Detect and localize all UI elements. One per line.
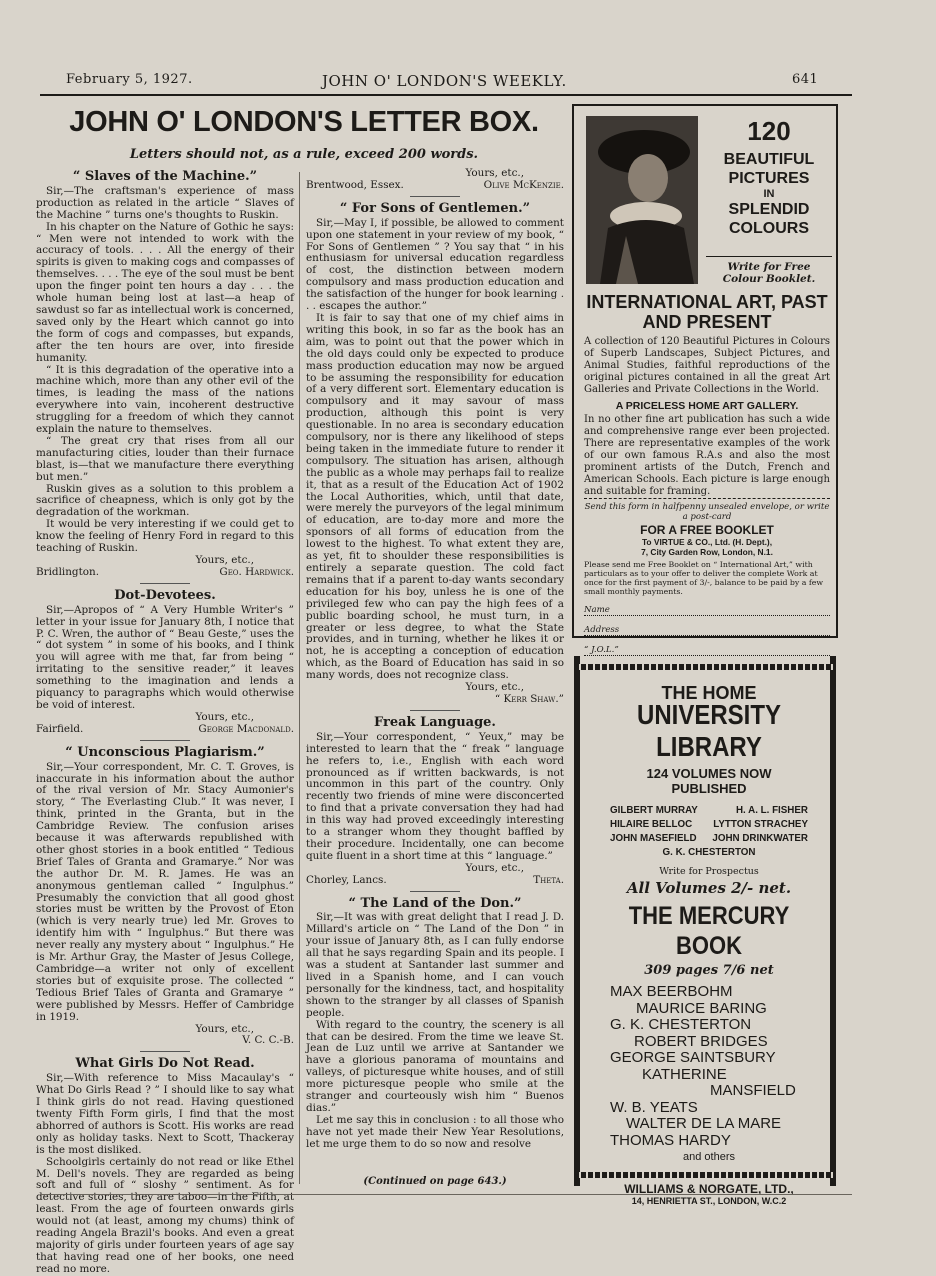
international-art-heading: INTERNATIONAL ART, PAST AND PRESENT: [586, 292, 828, 332]
advert-line: BEAUTIFUL: [723, 151, 815, 168]
page-title: JOHN O' LONDON'S LETTER BOX.: [69, 106, 539, 138]
advert-paragraph: A collection of 120 Beautiful Pictures in Colours of Superb Landscapes, Subject Pictures, and Animal Studies, faithful reproductions of the original pictures contained in all the great Art Galleries and Private Collections in the World.: [584, 336, 830, 395]
author-name: GILBERT MURRAY: [610, 805, 698, 816]
letter-paragraph: Sir,—It was with great delight that I read J. D. Millard's article on “ The Land of the Don ” in your issue of January 8th, as I can fully endorse all that he says regarding Spain and its people. I was a student at Santander last summer and lived in a Spanish home, and I can vouch personally for the kindness, tact, and hospitality shown to the stranger by all classes of Spanish people.: [306, 911, 564, 1019]
letter-heading: What Girls Do Not Read.: [75, 1056, 255, 1072]
contributor-name: MAURICE BARING: [636, 999, 767, 1017]
footer-rule: [40, 1194, 852, 1195]
letters-column-1: [36, 168, 294, 1276]
library-advert-content: [610, 684, 808, 1206]
write-booklet-note: Write for Free Colour Booklet.: [706, 256, 832, 285]
letter-closing: Yours, etc.,: [195, 1022, 254, 1035]
advert-line: SPLENDID: [728, 201, 810, 218]
letter-place: Bridlington.: [36, 565, 99, 578]
advert-paragraph: In no other fine art publication has such a wide and comprehensive range ever been projected. There are representative examples of the work of our own famous R.A.s and also the most prominent artists of the Dutch, French and American Schools. Each picture is large enough and suitable for framing.: [584, 414, 830, 497]
letter-paragraph: With regard to the country, the scenery is all that can be desired. From the time we leave St. Jean de Luz until we arrive at Santander we have a glorious panorama of mountains and valleys, of picturesque white houses, and of still more picturesque people who smile at the stranger and courteously wish him “ Buenos dias.”: [306, 1018, 564, 1114]
form-instructions: Send this form in halfpenny unsealed envelope, or write a post-card: [584, 502, 830, 522]
letter-author: V. C. C.-B.: [242, 1034, 294, 1047]
library-authors: [610, 804, 808, 860]
letter-heading: “ Slaves of the Machine.”: [72, 169, 258, 184]
letter-author: Olive McKenzie.: [483, 178, 564, 191]
letter-heading: “ The Land of the Don.”: [348, 895, 522, 911]
letter-paragraph: Ruskin gives as a solution to this problem a sacrifice of cheapness, which is only got by the degradation of the workman.: [36, 482, 294, 519]
form-request-text: Please send me Free Booklet on “ International Art,” with particulars as to your offer to deliver the complete Work at once for the first payment of 3/-, balance to be paid by a few small monthly payments.: [584, 560, 824, 596]
prospectus-note: Write for Prospectus: [659, 866, 759, 877]
publication-name: JOHN O' LONDON'S WEEKLY.: [322, 72, 567, 90]
the-home-heading: THE HOME: [661, 683, 757, 703]
author-name: H. A. L. FISHER: [735, 805, 808, 816]
continued-note: (Continued on page 643.): [363, 1176, 507, 1187]
letter-place: Fairfield.: [36, 722, 84, 735]
contributor-name: GEORGE SAINTSBURY: [610, 1049, 776, 1066]
author-name: JOHN MASEFIELD: [610, 833, 697, 844]
letter-paragraph: Let me say this in conclusion : to all those who have not yet made their New Year Resolutions, let me urge them to do so now and resolve: [306, 1113, 564, 1150]
name-field[interactable]: Name: [584, 605, 830, 616]
letter-paragraph: Sir,—May I, if possible, be allowed to comment upon one statement in your review of my book, “ For Sons of Gentlemen ” ? You say that “ in his enthusiasm for universal education regardless of cost, the distinction between modern compulsory and mass production education and the satisfaction of the hunger for book learning . . . escapes the author.”: [306, 216, 564, 313]
letter-heading: “ Unconscious Plagiarism.”: [65, 744, 265, 760]
letter-paragraph: Sir,—With reference to Miss Macaulay's “ What Do Girls Read ? ” I should like to say what I think girls do not read. Having questioned twenty Fifth Form girls, I find that the most abhorred of authors is Scott. His works are read only as holiday tasks. Next to Scott, Thackeray is the most disliked.: [36, 1072, 294, 1156]
letter-heading: Dot-Devotees.: [114, 587, 216, 603]
advert-line: COLOURS: [729, 220, 809, 237]
university-library-heading: UNIVERSITY LIBRARY: [636, 699, 782, 764]
letter-closing: Yours, etc.,: [465, 861, 524, 874]
author-name: LYTTON STRACHEY: [713, 819, 808, 830]
column-divider: [299, 172, 300, 1184]
letter-signature: [36, 567, 294, 579]
letters-column-2: [306, 168, 564, 1151]
letter-place: Brentwood, Essex.: [306, 178, 404, 191]
letter-divider: [410, 710, 460, 711]
advert-headline-block: [706, 150, 832, 238]
mercury-contributors: [610, 984, 808, 1149]
priceless-heading: A PRICELESS HOME ART GALLERY.: [615, 400, 799, 412]
contributor-name: THOMAS HARDY: [610, 1131, 731, 1149]
issue-date: February 5, 1927.: [66, 72, 193, 87]
mercury-book-heading: THE MERCURY BOOK: [628, 901, 790, 960]
letter-paragraph: “ The great cry that rises from all our manufacturing cities, louder than their furnace blast, is—that we manufacture there everything but men.”: [36, 434, 294, 483]
advert-description: [584, 336, 830, 498]
advert-line: PICTURES: [728, 170, 810, 187]
booklet-order-form: [584, 498, 830, 656]
letter-paragraph: Sir,—The craftsman's experience of mass production as related in the article “ Slaves of the Machine ” turns one's thoughts to Ruskin.: [36, 184, 294, 221]
letter-paragraph: It is fair to say that one of my chief aims in writing this book, in so far as the book has an aim, was to point out that the power which in the old days could only be expected to produce mass production education may now be argued to be assuming the responsibility for education of a very different sort. Elementary education is compulsory and it may savour of mass production, although this point is very questionable. In no area is secondary education compulsory, nor is there any likelihood of steps being taken in the immediate future to render it compulsory. The situation has arisen, although the public as a whole may perhaps fail to realize it, that as a result of the Education Act of 1902 the Local Authorities, which, until that date, were merely the purveyors of the legal minimum of education, are to-day more and more the sponsors of all forms of education from the lowest to the highest. To what extent they are, as yet, fit to shoulder these responsibilities is entirely a separate question. The cold fact remains that if a parent to-day wants secondary education for his boy, unless he is one of the privileged few who can pay the high fees of a public boarding school, he must turn, in a greater or less degree, to what the State provides, and in turning, whether he likes it or not, he is accepting a conception of education which, as the Board of Education has said in so many words, does not recognize class.: [306, 311, 564, 682]
publisher-name: WILLIAMS & NORGATE, LTD.,: [610, 1173, 808, 1196]
letter-closing: Yours, etc.,: [195, 710, 254, 723]
letter-heading: “ For Sons of Gentlemen.”: [339, 200, 531, 216]
letter-divider: [140, 583, 190, 584]
letter-signature: [36, 724, 294, 736]
art-pictures-advert: [572, 104, 838, 655]
letter-author: George Macdonald.: [198, 722, 294, 735]
publisher-name: To VIRTUE & CO., Ltd. (H. Dept.),: [641, 537, 773, 547]
letter-closing: Yours, etc.,: [465, 681, 524, 694]
and-others: and others: [683, 1151, 735, 1163]
mercury-book-price: 309 pages 7/6 net: [644, 963, 774, 978]
letter-author: Geo. Hardwick.: [219, 565, 294, 578]
letter-paragraph: Schoolgirls certainly do not read or like Ethel M. Dell's novels. They are regarded as being soft and full of “ sloshy ” sentiment. As for detective stories, they are taboo—in the Fifth, at least. From the age of fourteen onwards girls would not (at least, among my chums) think of reading Angela Brazil's books. And even a great majority of girls under fourteen years of age say that having read one of her books, one need read no more.: [36, 1155, 294, 1275]
letter-author: Theta.: [533, 873, 564, 886]
contributor-name: ROBERT BRIDGES: [634, 1032, 768, 1050]
letter-divider: [140, 740, 190, 741]
laughing-cavalier-portrait: [586, 116, 698, 284]
letter-divider: [140, 1051, 190, 1052]
letter-divider: [410, 196, 460, 197]
page-subtitle: Letters should not, as a rule, exceed 200 words.: [129, 147, 479, 162]
publisher-address: 7, City Garden Row, London, N.1.: [641, 547, 773, 557]
volume-price: All Volumes 2/- net.: [626, 879, 792, 897]
letter-closing: Yours, etc.,: [465, 167, 524, 179]
letter-paragraph: Sir,—Apropos of “ A Very Humble Writer's ” letter in your issue for January 8th, I notice that P. C. Wren, the author of “ Beau Geste,” uses the “ dot system ” in some of his books, and I think you will agree with me that, far from being “ irritating to the sensitive reader,” it leaves something to the imagination and lends a piquancy to paragraphs which would otherwise be void of interest.: [36, 603, 294, 711]
contributor-name: G. K. CHESTERTON: [610, 1016, 752, 1033]
letter-heading: Freak Language.: [374, 714, 496, 730]
letter-author: “ Kerr Shaw.”: [494, 692, 564, 705]
jol-field[interactable]: “ J.O.L.”: [584, 645, 830, 656]
address-field[interactable]: Address: [584, 625, 830, 636]
header-rule: [40, 94, 852, 96]
letter-paragraph: In his chapter on the Nature of Gothic he says: “ Men were not intended to work with the accuracy of tools. . . . All the energy of their spirits is given to making cogs and compasses of themselves. . . . The eye of the soul must be bent upon the finger point ten hours a day . . . the whole human being lost at last—a heap of sawdust so far as intellectual work is concerned, saved only by the Heart which cannot go into the form of cogs and compasses, but expands, after the ten hours are over, into fireside humanity.: [36, 220, 294, 364]
author-name: HILAIRE BELLOC: [610, 819, 693, 830]
letter-signature: [306, 875, 564, 887]
letter-signature: [306, 180, 564, 192]
letter-paragraph: Sir,—Your correspondent, “ Yeux,” may be interested to learn that the “ freak ” language he refers to, i.e., English with each word pronounced as if written backwards, is not uncommon in this part of the country. Only recently two friends of mine were disconcerted to find that a private conversation they had had in this way had proved exceedingly interesting to a stranger whom they thought baffled by their procedure. Incidentally, one can become quite fluent in a short time at this “ language.”: [306, 730, 564, 862]
publisher-address: 14, HENRIETTA ST., LONDON, W.C.2: [631, 1196, 787, 1206]
letter-divider: [410, 891, 460, 892]
contributor-name: MANSFIELD: [710, 1082, 796, 1099]
advert-line: IN: [763, 188, 775, 200]
page-number: 641: [792, 72, 819, 87]
letter-paragraph: Sir,—Your correspondent, Mr. C. T. Groves, is inaccurate in his information about the author of the rival version of Mr. Stacy Aumonier's story, “ The Everlasting Club.” It was never, I think, printed in the Granta, but in the Cambridge Review. The confusion arises because it was afterwards republished with other ghost stories in a book entitled “ Tedious Brief Tales of Granta and Gramarye.” Nor was the author Dr. M. R. James. He was an anonymous gentleman called “ Ingulphus.” Presumably the conviction that all good ghost stories must be written by the Provost of Eton (which is very nearly true) led Mr. Groves to identify him with “ Ingulphus.” But there was never really any mystery about “ Ingulphus.” He is Mr. Arthur Gray, the Master of Jesus College, Cambridge—a writer not only of excellent stories but of exquisite prose. The collected “ Tedious Brief Tales of Granta and Gramarye ” were published by Messrs. Heffer of Cambridge in 1919.: [36, 760, 294, 1023]
letter-place: Chorley, Lancs.: [306, 873, 387, 886]
author-name: JOHN DRINKWATER: [712, 833, 808, 844]
contributor-name: MAX BEERBOHM: [610, 983, 733, 1000]
letter-paragraph: It would be very interesting if we could get to know the feeling of Henry Ford in regard to this teaching of Ruskin.: [36, 518, 294, 555]
author-name: G. K. CHESTERTON: [662, 847, 756, 858]
home-university-library-advert: [574, 656, 836, 1206]
advert-number: 120: [747, 116, 791, 146]
letter-paragraph: “ It is this degradation of the operative into a machine which, more than any other evil of the times, is leading the mass of the nations everywhere into vain, incoherent destructive struggling for a freedom of which they cannot explain the nature to themselves.: [36, 363, 294, 436]
free-booklet-heading: FOR A FREE BOOKLET: [640, 523, 774, 537]
volumes-published: 124 VOLUMES NOW PUBLISHED: [646, 766, 772, 796]
contributor-name: W. B. YEATS: [610, 1098, 698, 1116]
letter-closing: Yours, etc.,: [195, 554, 254, 566]
contributor-name: WALTER DE LA MARE: [626, 1115, 782, 1132]
contributor-name: KATHERINE: [642, 1065, 727, 1083]
